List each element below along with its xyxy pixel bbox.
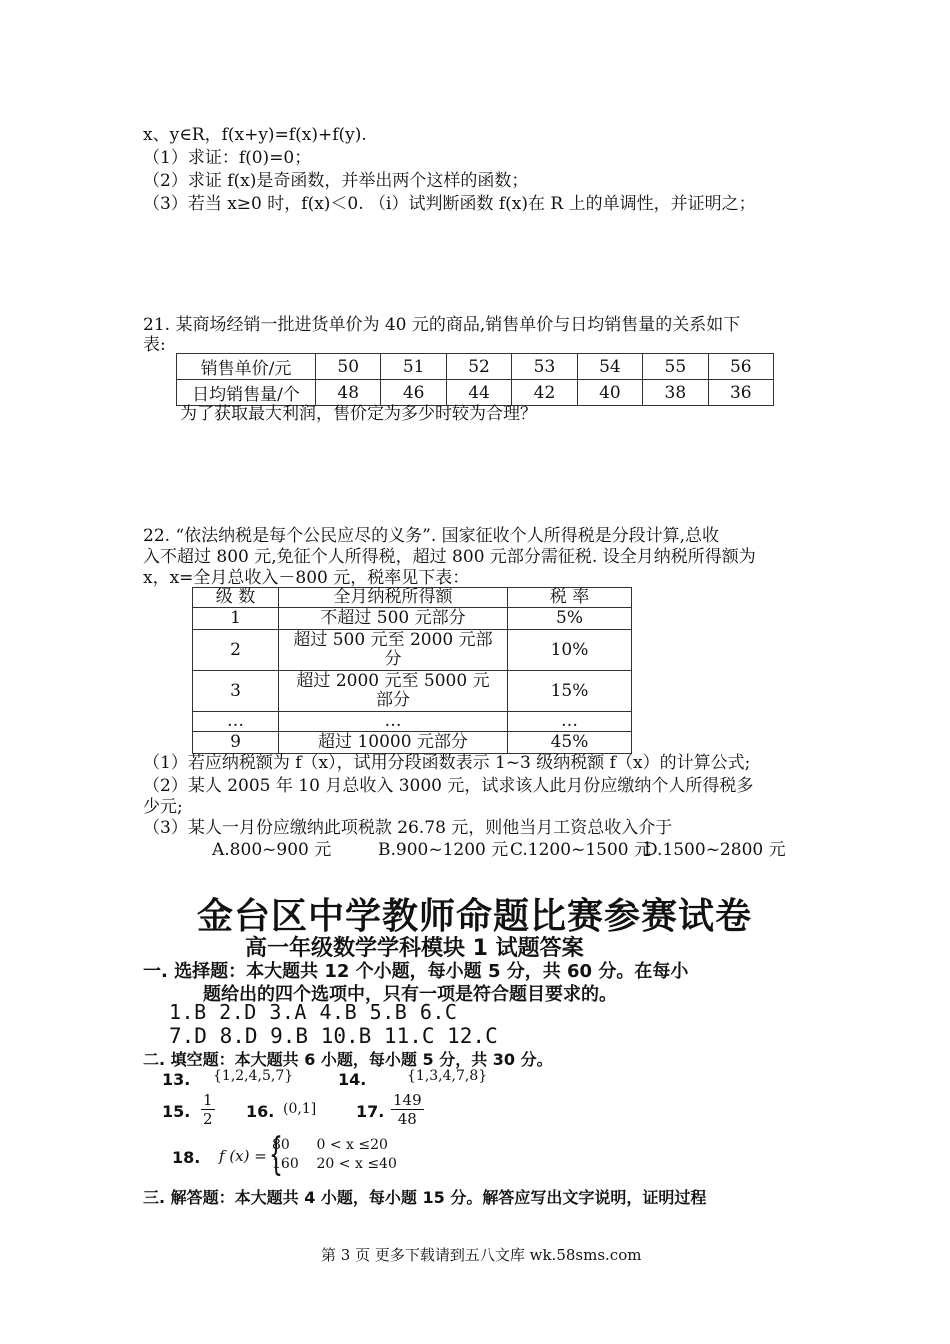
table-row [193, 608, 632, 630]
table-cell: 56 [708, 354, 773, 380]
table-cell: 销售单价/元 [177, 354, 316, 380]
table-cell: 51 [381, 354, 446, 380]
table-header-cell: 级 数 [193, 588, 279, 608]
q21-price-sales-table [176, 353, 774, 406]
q22-part2-line2: 少元; [143, 797, 183, 817]
section1-heading-line1: 一. 选择题：本大题共 12 个小题，每小题 5 分，共 60 分。在每小 [143, 961, 689, 982]
q20-part1: （1）求证：f(0)=0； [143, 148, 312, 168]
table-cell: 52 [446, 354, 511, 380]
table-row [193, 630, 632, 671]
table-cell: 36 [708, 380, 773, 406]
q20-part3: （3）若当 x≥0 时，f(x)＜0. （i）试判断函数 f(x)在 R 上的单调性，并证明之； [143, 194, 756, 214]
q22-part1: （1）若应纳税额为 f（x），试用分段函数表示 1~3 级纳税额 f（x）的计算公式; [143, 753, 751, 773]
table-cell: 1 [193, 608, 279, 630]
table-cell: 46 [381, 380, 446, 406]
section3-heading: 三. 解答题：本大题共 4 小题，每小题 15 分。解答应写出文字说明，证明过程 [143, 1188, 707, 1207]
fill-18-lhs: f (x) = [219, 1147, 267, 1165]
fill-15-answer [201, 1091, 215, 1128]
section2-heading: 二. 填空题：本大题共 6 小题，每小题 5 分，共 30 分。 [143, 1050, 553, 1069]
fraction-numerator: 1 [203, 1091, 213, 1109]
table-cell: 超过 2000 元至 5000 元部分 [279, 671, 508, 712]
table-cell: 53 [512, 354, 577, 380]
q21-stem-line1: 21. 某商场经销一批进货单价为 40 元的商品,销售单价与日均销售量的关系如下 [143, 315, 741, 335]
q22-choice-b: B.900~1200 元 [378, 840, 509, 860]
table-cell: … [279, 712, 508, 732]
mc-answers-row1: 1.B 2.D 3.A 4.B 5.B 6.C [169, 1000, 458, 1024]
table-cell: 40 [577, 380, 642, 406]
q22-line2: 入不超过 800 元,免征个人所得税，超过 800 元部分需征税. 设全月纳税所得额为 [143, 547, 756, 567]
table-cell: 50 [316, 354, 381, 380]
table-cell: … [193, 712, 279, 732]
q20-part2: （2）求证 f(x)是奇函数，并举出两个这样的函数； [143, 171, 529, 191]
fraction-denominator: 2 [203, 1110, 213, 1128]
table-cell: 9 [193, 732, 279, 754]
fill-17-label: 17. [356, 1102, 385, 1121]
table-cell: 5% [508, 608, 632, 630]
table-row [177, 380, 774, 406]
q22-part2-line1: （2）某人 2005 年 10 月总收入 3000 元，试求该人此月份应缴纳个人所得税多 [143, 776, 754, 796]
fill-18-case2: 160 20 < x ≤40 [272, 1156, 397, 1172]
answer-key-title: 金台区中学教师命题比赛参赛试卷 [197, 896, 753, 937]
q20-premise: x、y∈R，f(x+y)=f(x)+f(y). [143, 125, 367, 145]
table-cell: 15% [508, 671, 632, 712]
page-footer: 第 3 页 更多下载请到五八文库 wk.58sms.com [321, 1246, 642, 1264]
table-cell: 2 [193, 630, 279, 671]
fill-13-label: 13. [162, 1070, 191, 1089]
fill-18-label: 18. [172, 1148, 201, 1167]
q21-question: 为了获取最大利润，售价定为多少时较为合理？ [180, 404, 537, 424]
fill-15-label: 15. [162, 1102, 191, 1121]
table-header-cell: 税 率 [508, 588, 632, 608]
table-row [193, 671, 632, 712]
table-cell: 10% [508, 630, 632, 671]
q22-choice-d: D.1500~2800 元 [644, 840, 786, 860]
answer-key-subtitle: 高一年级数学学科模块 1 试题答案 [245, 936, 584, 961]
section1-heading-line2: 题给出的四个选项中，只有一项是符合题目要求的。 [203, 984, 617, 1005]
fill-13-answer: {1,2,4,5,7} [213, 1068, 294, 1084]
fraction-numerator: 149 [393, 1091, 422, 1109]
table-row [193, 712, 632, 732]
fill-14-label: 14. [338, 1070, 367, 1089]
table-header-row [193, 588, 632, 608]
table-cell: 54 [577, 354, 642, 380]
q21-stem-line2: 表: [143, 335, 166, 355]
table-row [193, 732, 632, 754]
table-cell: 42 [512, 380, 577, 406]
table-row [177, 354, 774, 380]
table-cell: 不超过 500 元部分 [279, 608, 508, 630]
fill-17-answer [391, 1091, 424, 1128]
table-cell: 超过 500 元至 2000 元部分 [279, 630, 508, 671]
fill-16-answer: (0,1] [283, 1101, 317, 1117]
q22-line3: x，x=全月总收入－800 元，税率见下表： [143, 568, 470, 588]
table-cell: 55 [643, 354, 708, 380]
fill-14-answer: {1,3,4,7,8} [407, 1068, 488, 1084]
q22-tax-rate-table [192, 587, 632, 754]
left-brace-icon: { [269, 1129, 283, 1180]
q22-choice-a: A.800~900 元 [212, 840, 332, 860]
table-cell: 45% [508, 732, 632, 754]
table-cell: 3 [193, 671, 279, 712]
table-cell: 48 [316, 380, 381, 406]
q22-line1: 22. “依法纳税是每个公民应尽的义务”. 国家征收个人所得税是分段计算,总收 [143, 526, 720, 546]
fill-18-case1: 80 0 < x ≤20 [272, 1137, 388, 1153]
table-cell: 44 [446, 380, 511, 406]
q22-choice-c: C.1200~1500 元 [510, 840, 651, 860]
table-cell: 超过 10000 元部分 [279, 732, 508, 754]
mc-answers-row2: 7.D 8.D 9.B 10.B 11.C 12.C [169, 1024, 498, 1048]
table-cell: 日均销售量/个 [177, 380, 316, 406]
fill-16-label: 16. [246, 1102, 275, 1121]
q22-part3: （3）某人一月份应缴纳此项税款 26.78 元，则他当月工资总收入介于 [143, 818, 673, 838]
fraction-denominator: 48 [397, 1110, 417, 1128]
table-cell: … [508, 712, 632, 732]
table-header-cell: 全月纳税所得额 [279, 588, 508, 608]
table-cell: 38 [643, 380, 708, 406]
